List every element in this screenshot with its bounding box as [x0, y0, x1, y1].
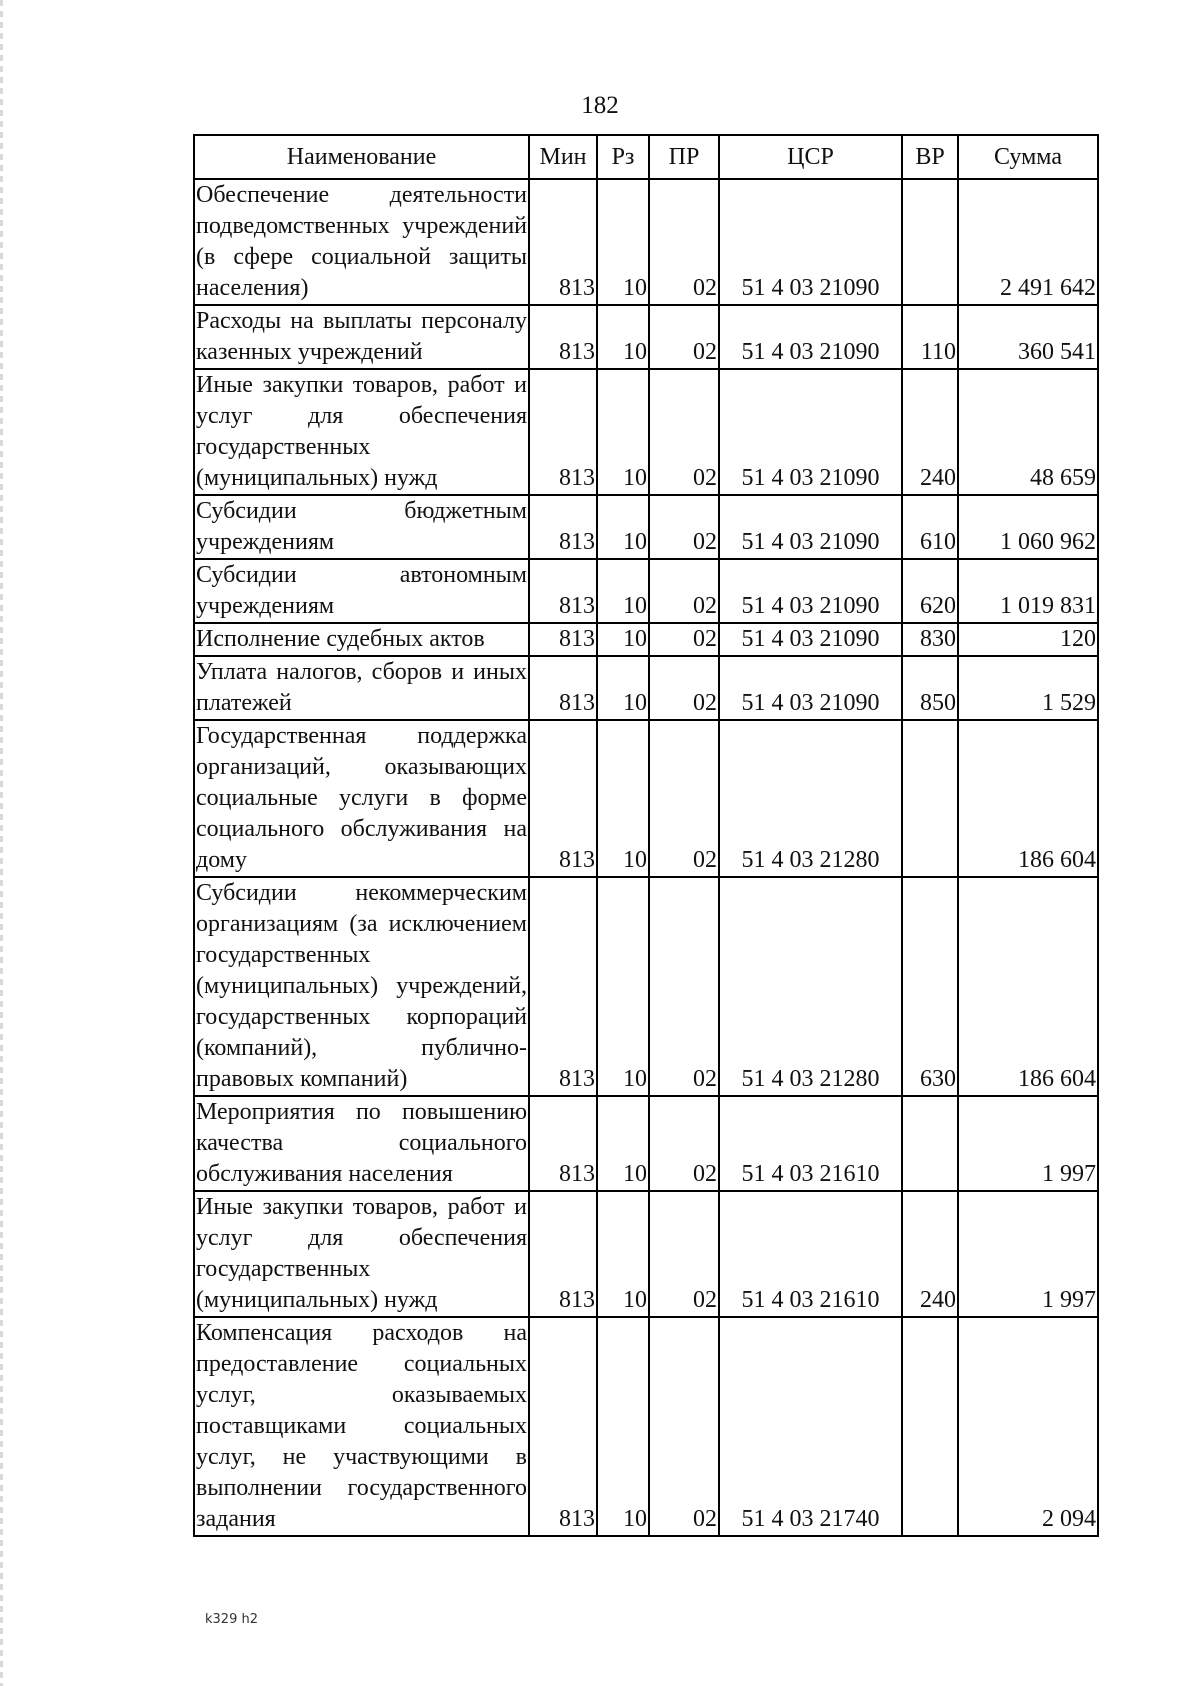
- cell-csr: 51 4 03 21090: [719, 495, 902, 559]
- cell-min: 813: [529, 877, 597, 1096]
- header-sum: Сумма: [958, 135, 1098, 179]
- cell-vr: 240: [902, 369, 958, 495]
- cell-sum: 1 060 962: [958, 495, 1098, 559]
- cell-csr: 51 4 03 21090: [719, 559, 902, 623]
- cell-min: 813: [529, 305, 597, 369]
- footer-code: k329 h2: [205, 1612, 258, 1627]
- cell-sum: 120: [958, 623, 1098, 656]
- table-row: [194, 179, 1098, 305]
- cell-name: Исполнение судебных актов: [194, 623, 529, 656]
- cell-name: Мероприятия по повышению качества социального обслуживания населения: [194, 1096, 529, 1191]
- cell-csr: 51 4 03 21090: [719, 305, 902, 369]
- cell-csr: 51 4 03 21090: [719, 369, 902, 495]
- cell-rz: 10: [597, 877, 649, 1096]
- table-row: [194, 720, 1098, 877]
- cell-vr: 630: [902, 877, 958, 1096]
- cell-pr: 02: [649, 305, 719, 369]
- cell-min: 813: [529, 559, 597, 623]
- table-row: [194, 656, 1098, 720]
- cell-name: Расходы на выплаты персоналу казенных учреждений: [194, 305, 529, 369]
- cell-min: 813: [529, 369, 597, 495]
- table-row: [194, 1096, 1098, 1191]
- cell-rz: 10: [597, 559, 649, 623]
- cell-sum: 1 997: [958, 1096, 1098, 1191]
- cell-vr: 830: [902, 623, 958, 656]
- table-row: [194, 559, 1098, 623]
- cell-csr: 51 4 03 21090: [719, 623, 902, 656]
- cell-pr: 02: [649, 1096, 719, 1191]
- cell-vr: 110: [902, 305, 958, 369]
- header-vr: ВР: [902, 135, 958, 179]
- cell-min: 813: [529, 656, 597, 720]
- cell-csr: 51 4 03 21090: [719, 179, 902, 305]
- cell-csr: 51 4 03 21610: [719, 1096, 902, 1191]
- cell-sum: 2 094: [958, 1317, 1098, 1536]
- cell-vr: [902, 720, 958, 877]
- cell-rz: 10: [597, 720, 649, 877]
- cell-sum: 2 491 642: [958, 179, 1098, 305]
- cell-sum: 360 541: [958, 305, 1098, 369]
- cell-rz: 10: [597, 1317, 649, 1536]
- cell-pr: 02: [649, 623, 719, 656]
- cell-name: Субсидии бюджетным учреждениям: [194, 495, 529, 559]
- budget-table: [193, 134, 1099, 1537]
- table-row: [194, 305, 1098, 369]
- cell-name: Компенсация расходов на предоставление социальных услуг, оказываемых поставщиками социальных услуг, не участвующими в выполнении государственного задания: [194, 1317, 529, 1536]
- cell-rz: 10: [597, 369, 649, 495]
- cell-name: Субсидии автономным учреждениям: [194, 559, 529, 623]
- table-row: [194, 369, 1098, 495]
- header-pr: ПР: [649, 135, 719, 179]
- header-name: Наименование: [194, 135, 529, 179]
- cell-vr: 610: [902, 495, 958, 559]
- cell-min: 813: [529, 179, 597, 305]
- cell-sum: 186 604: [958, 877, 1098, 1096]
- cell-name: Иные закупки товаров, работ и услуг для обеспечения государственных (муниципальных) нужд: [194, 1191, 529, 1317]
- cell-min: 813: [529, 1317, 597, 1536]
- cell-sum: 1 529: [958, 656, 1098, 720]
- cell-sum: 48 659: [958, 369, 1098, 495]
- cell-min: 813: [529, 1191, 597, 1317]
- cell-name: Государственная поддержка организаций, оказывающих социальные услуги в форме социального обслуживания на дому: [194, 720, 529, 877]
- cell-csr: 51 4 03 21090: [719, 656, 902, 720]
- cell-pr: 02: [649, 369, 719, 495]
- cell-csr: 51 4 03 21740: [719, 1317, 902, 1536]
- header-min: Мин: [529, 135, 597, 179]
- table-header-row: [194, 135, 1098, 179]
- cell-pr: 02: [649, 1317, 719, 1536]
- cell-pr: 02: [649, 877, 719, 1096]
- cell-min: 813: [529, 623, 597, 656]
- table-row: [194, 1191, 1098, 1317]
- cell-pr: 02: [649, 720, 719, 877]
- cell-vr: [902, 179, 958, 305]
- table-row: [194, 877, 1098, 1096]
- scan-edge-artifact: [0, 0, 3, 1686]
- cell-rz: 10: [597, 1096, 649, 1191]
- cell-rz: 10: [597, 179, 649, 305]
- cell-min: 813: [529, 720, 597, 877]
- cell-pr: 02: [649, 559, 719, 623]
- table-row: [194, 623, 1098, 656]
- cell-name: Субсидии некоммерческим организациям (за исключением государственных (муниципальных) учреждений, государственных корпораций (компаний), публично-правовых компаний): [194, 877, 529, 1096]
- page-number: 182: [581, 92, 619, 119]
- cell-name: Обеспечение деятельности подведомственных учреждений (в сфере социальной защиты населения): [194, 179, 529, 305]
- table-row: [194, 1317, 1098, 1536]
- cell-min: 813: [529, 1096, 597, 1191]
- cell-vr: [902, 1096, 958, 1191]
- cell-sum: 1 019 831: [958, 559, 1098, 623]
- cell-pr: 02: [649, 495, 719, 559]
- cell-pr: 02: [649, 1191, 719, 1317]
- cell-pr: 02: [649, 179, 719, 305]
- cell-rz: 10: [597, 623, 649, 656]
- cell-vr: 620: [902, 559, 958, 623]
- header-csr: ЦСР: [719, 135, 902, 179]
- cell-rz: 10: [597, 1191, 649, 1317]
- cell-vr: 850: [902, 656, 958, 720]
- cell-sum: 186 604: [958, 720, 1098, 877]
- cell-vr: [902, 1317, 958, 1536]
- cell-sum: 1 997: [958, 1191, 1098, 1317]
- header-rz: Рз: [597, 135, 649, 179]
- cell-csr: 51 4 03 21610: [719, 1191, 902, 1317]
- cell-csr: 51 4 03 21280: [719, 720, 902, 877]
- cell-csr: 51 4 03 21280: [719, 877, 902, 1096]
- cell-name: Уплата налогов, сборов и иных платежей: [194, 656, 529, 720]
- table-body: [194, 179, 1098, 1536]
- cell-rz: 10: [597, 656, 649, 720]
- cell-vr: 240: [902, 1191, 958, 1317]
- cell-min: 813: [529, 495, 597, 559]
- cell-rz: 10: [597, 305, 649, 369]
- table-row: [194, 495, 1098, 559]
- cell-rz: 10: [597, 495, 649, 559]
- cell-name: Иные закупки товаров, работ и услуг для обеспечения государственных (муниципальных) нужд: [194, 369, 529, 495]
- cell-pr: 02: [649, 656, 719, 720]
